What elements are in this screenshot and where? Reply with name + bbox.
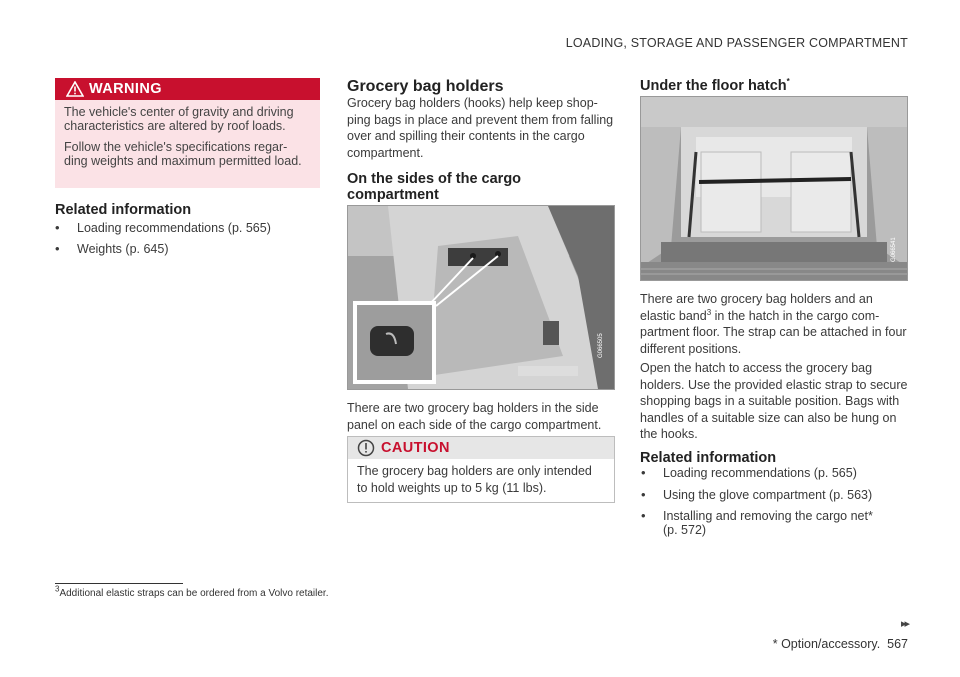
related-link-cargo-net-page[interactable]: (p. 572) [663, 523, 707, 537]
grocery-caption: There are two grocery bag holders in the side panel on each side of the cargo compartment. [347, 401, 602, 432]
grocery-heading: Grocery bag holders [347, 78, 504, 95]
warning-triangle-icon [66, 81, 84, 97]
footnote-text: Additional elastic straps can be ordered from a Volvo retailer. [59, 588, 329, 599]
related-link-cargo-net[interactable]: • Installing and removing the cargo net* [663, 508, 873, 524]
floor-hatch-image [640, 96, 908, 281]
page-footer [773, 637, 908, 651]
caution-text: The grocery bag holders are only intended to hold weights up to 5 kg (11 lbs). [357, 464, 592, 495]
page-header-title: LOADING, STORAGE AND PASSENGER COMPARTMENT [565, 36, 908, 50]
next-page-arrows-icon[interactable]: ▸▸ [900, 618, 908, 630]
caution-circle-icon [357, 439, 375, 457]
floor-paragraph-2: Open the hatch to access the grocery bag holders. Use the provided elastic strap to secure shopping bags in a suitable position. Bags with handles of a suitable size can also be hung on the hooks. [640, 361, 908, 441]
option-mark: * [786, 77, 790, 87]
floor-hatch-illustration [641, 97, 907, 280]
warning-text-2: Follow the vehicle's specifications regar-ding weights and maximum permitted load. [64, 140, 302, 168]
warning-body [55, 100, 320, 188]
grocery-intro: Grocery bag holders (hooks) help keep shop-ping bags in place and prevent them from falling over and spilling their contents in the cargo compartment. [347, 96, 614, 160]
footnote-divider [55, 583, 183, 584]
floor-heading-text: Under the floor hatch [640, 78, 787, 94]
warning-banner [55, 78, 320, 100]
sides-heading: On the sides of the cargo compartment [347, 171, 522, 203]
floor-paragraph-1 [640, 291, 908, 357]
caution-body [347, 458, 615, 503]
page-number: 567 [887, 637, 908, 651]
floor-p1-b: in the hatch in the cargo com-partment floor. The strap can be attached in four different positions. [640, 308, 907, 356]
related-info-heading-right: Related information [640, 450, 777, 466]
related-link-loading[interactable]: • Loading recommendations (p. 565) [77, 220, 271, 236]
footnote-ref: 3 [706, 307, 712, 317]
floor-p1-a: There are two grocery bag holders and an elastic band [640, 292, 873, 323]
cargo-side-illustration [348, 206, 614, 389]
related-link-loading-right[interactable]: • Loading recommendations (p. 565) [663, 465, 857, 481]
related-info-heading-left: Related information [55, 202, 192, 218]
related-link-glove[interactable]: • Using the glove compartment (p. 563) [663, 487, 872, 503]
footnote-number: 3 [55, 584, 60, 594]
image-code-2: G066541 [891, 237, 897, 262]
caution-label: CAUTION [381, 440, 450, 456]
caution-banner [347, 436, 615, 459]
footnote [55, 584, 329, 599]
option-note: * Option/accessory. [772, 637, 881, 651]
floor-heading [640, 78, 790, 94]
warning-text-1: The vehicle's center of gravity and driving characteristics are altered by roof loads. [64, 105, 294, 133]
cargo-side-image [347, 205, 615, 390]
related-link-weights[interactable]: • Weights (p. 645) [77, 241, 168, 257]
warning-label: WARNING [89, 81, 162, 97]
image-code-1: G066505 [598, 333, 604, 358]
